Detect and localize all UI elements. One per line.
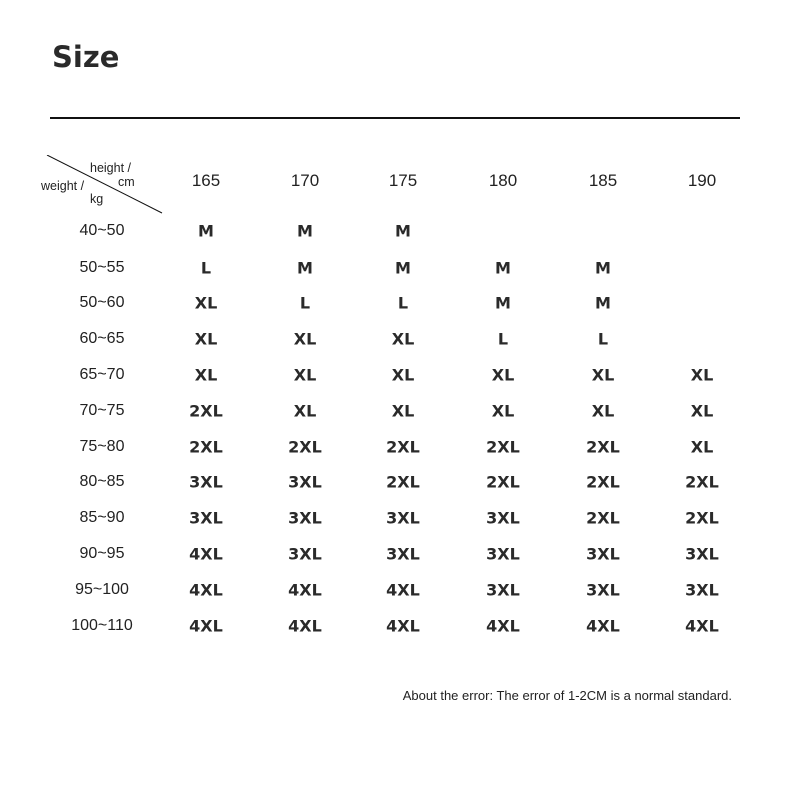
weight-label: 60~65 (79, 330, 125, 347)
size-cell: XL (491, 365, 515, 385)
size-cell: XL (391, 401, 415, 421)
size-cell: M (595, 293, 611, 313)
size-cell: XL (491, 401, 515, 421)
weight-label: 50~60 (79, 294, 125, 311)
size-cell: 4XL (386, 580, 420, 600)
height-header: 180 (488, 171, 518, 190)
size-cell: 4XL (486, 616, 520, 636)
height-header: 185 (588, 171, 618, 190)
size-cell: L (597, 329, 609, 349)
size-cell: 3XL (288, 544, 322, 564)
size-cell: L (497, 329, 509, 349)
weight-label: 40~50 (79, 222, 125, 239)
size-cell: XL (690, 437, 714, 457)
height-unit: cm (118, 175, 135, 189)
size-cell: 3XL (386, 544, 420, 564)
size-cell: 4XL (189, 580, 223, 600)
size-cell: 3XL (586, 580, 620, 600)
weight-label: 100~110 (71, 617, 133, 634)
size-cell: XL (194, 365, 218, 385)
divider (50, 117, 740, 119)
page-title: Size (52, 40, 120, 74)
size-cell: XL (391, 365, 415, 385)
weight-label: 70~75 (79, 402, 125, 419)
table-corner-header (40, 155, 170, 215)
height-header: 170 (290, 171, 320, 190)
size-cell: 2XL (685, 472, 719, 492)
size-cell: 2XL (386, 437, 420, 457)
weight-label: 65~70 (79, 366, 125, 383)
size-cell: M (395, 258, 411, 278)
size-cell: 3XL (586, 544, 620, 564)
size-cell: 4XL (189, 544, 223, 564)
size-cell: XL (194, 293, 218, 313)
size-cell: 3XL (189, 472, 223, 492)
size-cell: 4XL (386, 616, 420, 636)
height-header: 190 (687, 171, 717, 190)
size-cell: M (495, 258, 511, 278)
size-cell: 3XL (386, 508, 420, 528)
weight-unit: kg (90, 192, 104, 206)
size-cell: XL (293, 401, 317, 421)
size-cell: XL (591, 401, 615, 421)
size-cell: L (397, 293, 409, 313)
size-cell: L (299, 293, 311, 313)
size-cell: 4XL (685, 616, 719, 636)
size-cell: 3XL (486, 508, 520, 528)
size-cell: 3XL (189, 508, 223, 528)
size-cell: 2XL (288, 437, 322, 457)
weight-label: 80~85 (79, 473, 125, 490)
size-cell: 3XL (486, 580, 520, 600)
size-cell: 4XL (288, 616, 322, 636)
size-cell: XL (690, 365, 714, 385)
size-cell: 4XL (189, 616, 223, 636)
size-cell: 2XL (586, 472, 620, 492)
size-cell: L (200, 258, 212, 278)
size-cell: 3XL (288, 508, 322, 528)
height-label: height / (90, 161, 132, 175)
size-cell: XL (194, 329, 218, 349)
size-cell: 2XL (486, 437, 520, 457)
size-cell: M (495, 293, 511, 313)
size-cell: M (198, 221, 214, 241)
size-cell: M (595, 258, 611, 278)
weight-label: weight / (41, 179, 85, 193)
size-cell: 3XL (486, 544, 520, 564)
size-cell: 2XL (685, 508, 719, 528)
size-cell: XL (293, 329, 317, 349)
size-cell: 3XL (685, 580, 719, 600)
size-cell: 3XL (288, 472, 322, 492)
size-cell: M (297, 221, 313, 241)
size-cell: M (297, 258, 313, 278)
size-cell: 2XL (189, 437, 223, 457)
size-cell: 3XL (685, 544, 719, 564)
size-cell: 4XL (586, 616, 620, 636)
size-cell: M (395, 221, 411, 241)
size-cell: XL (690, 401, 714, 421)
weight-label: 85~90 (79, 509, 125, 526)
error-note: About the error: The error of 1-2CM is a normal standard. (402, 688, 732, 703)
size-cell: 2XL (586, 508, 620, 528)
weight-label: 90~95 (79, 545, 125, 562)
weight-label: 95~100 (75, 581, 129, 598)
weight-label: 50~55 (79, 259, 125, 276)
weight-label: 75~80 (79, 438, 125, 455)
height-header: 165 (191, 171, 221, 190)
size-cell: 2XL (586, 437, 620, 457)
size-cell: XL (591, 365, 615, 385)
size-cell: 4XL (288, 580, 322, 600)
size-cell: 2XL (189, 401, 223, 421)
height-header: 175 (388, 171, 418, 190)
size-cell: XL (391, 329, 415, 349)
size-cell: 2XL (486, 472, 520, 492)
size-cell: 2XL (386, 472, 420, 492)
size-cell: XL (293, 365, 317, 385)
